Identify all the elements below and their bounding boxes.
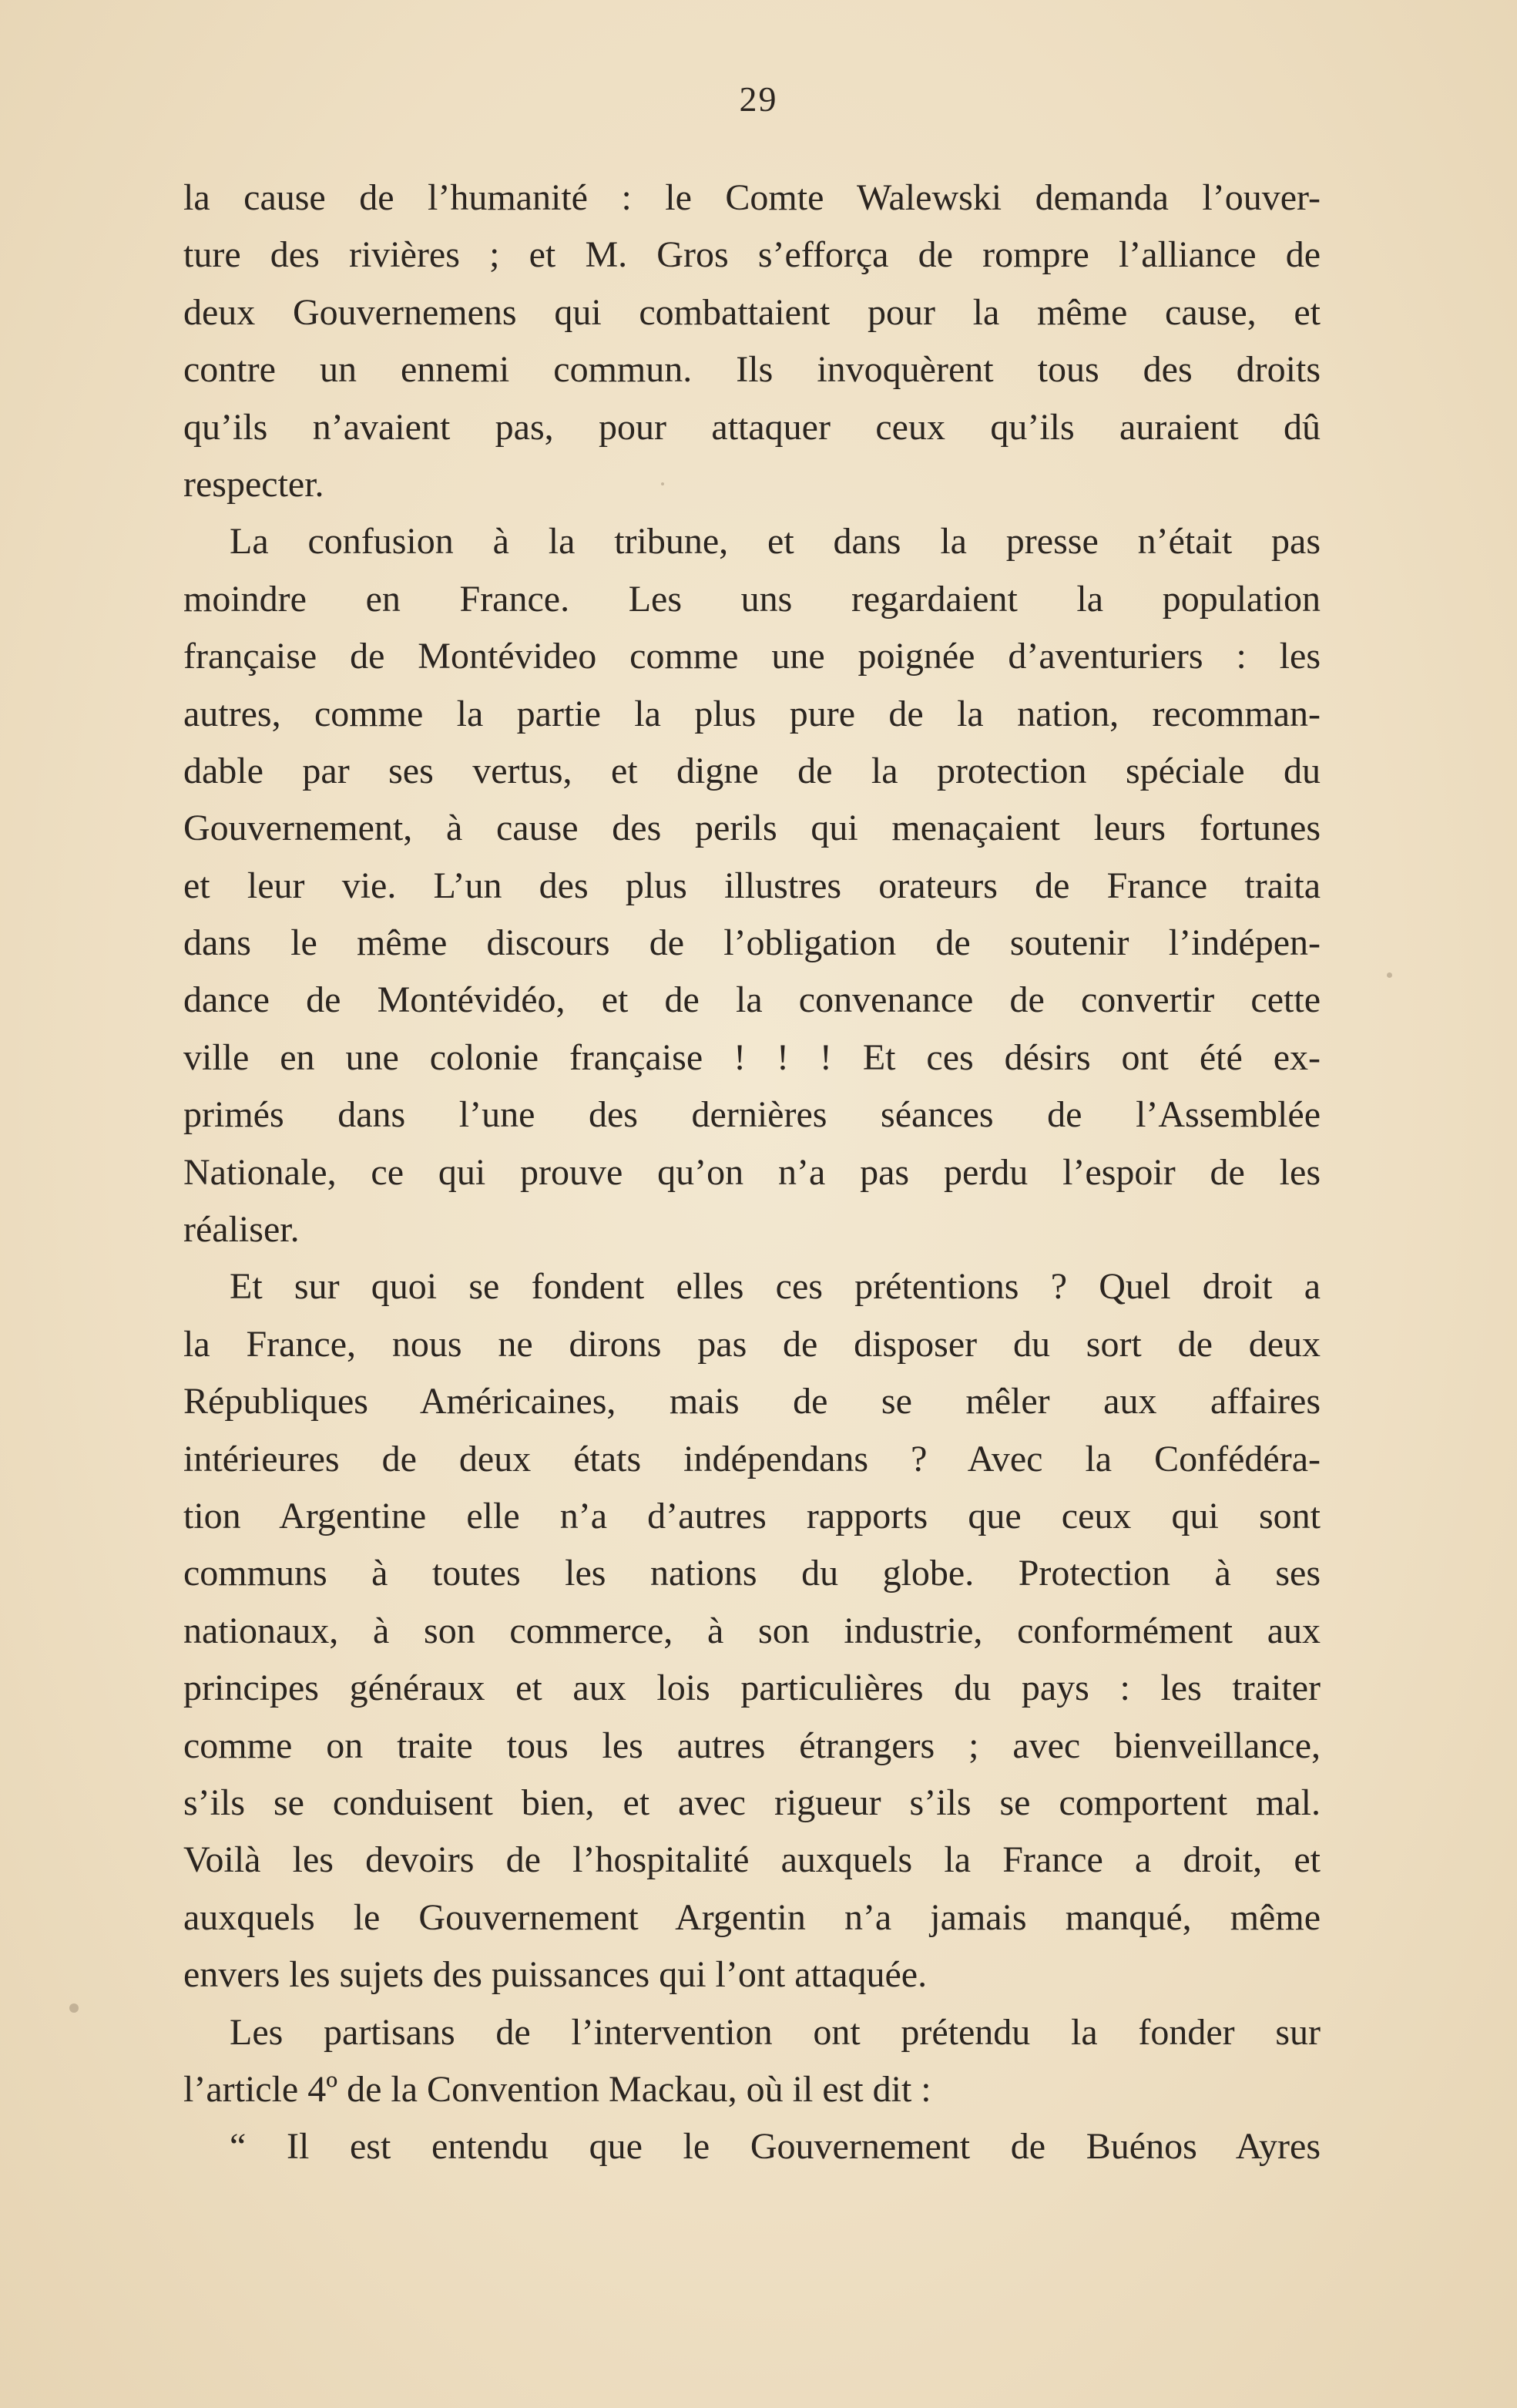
text-line: communs à toutes les nations du globe. Protection à ses	[183, 1553, 1321, 1594]
text-line: nationaux, à son commerce, à son industrie, conformément aux	[183, 1610, 1321, 1651]
text-line: tion Argentine elle n’a d’autres rapports que ceux qui sont	[183, 1495, 1321, 1536]
text-line: la cause de l’humanité : le Comte Walewski demanda l’ouver-	[183, 177, 1321, 218]
text-line: autres, comme la partie la plus pure de la nation, recomman-	[183, 693, 1321, 734]
body-text	[183, 170, 1321, 2176]
text-line: l’article 4º de la Convention Mackau, où il est dit :	[183, 2068, 931, 2110]
text-line: et leur vie. L’un des plus illustres orateurs de France traita	[183, 865, 1321, 906]
text-line: réaliser.	[183, 1209, 300, 1251]
text-line: Nationale, ce qui prouve qu’on n’a pas perdu l’espoir de les	[183, 1151, 1321, 1193]
text-line: ture des rivières ; et M. Gros s’efforça de rompre l’alliance de	[183, 234, 1321, 276]
text-line: dans le même discours de l’obligation de soutenir l’indépen-	[183, 922, 1321, 964]
text-line: principes généraux et aux lois particulières du pays : les traiter	[183, 1667, 1321, 1709]
text-line: dable par ses vertus, et digne de la protection spéciale du	[183, 750, 1321, 791]
text-line: comme on traite tous les autres étrangers ; avec bienveillance,	[183, 1725, 1321, 1766]
text-line: Gouvernement, à cause des perils qui menaçaient leurs fortunes	[183, 808, 1321, 849]
text-line: qu’ils n’avaient pas, pour attaquer ceux qu’ils auraient dû	[183, 406, 1321, 448]
text-line: Les partisans de l’intervention ont prétendu la fonder sur	[230, 2011, 1321, 2053]
text-line: deux Gouvernemens qui combattaient pour la même cause, et	[183, 291, 1321, 333]
text-line: auxquels le Gouvernement Argentin n’a jamais manqué, même	[183, 1896, 1321, 1938]
paper-speck	[1387, 972, 1392, 978]
text-line: Voilà les devoirs de l’hospitalité auxquels la France a droit, et	[183, 1839, 1321, 1881]
text-line: envers les sujets des puissances qui l’ont attaquée.	[183, 1954, 928, 1996]
text-line: intérieures de deux états indépendans ? Avec la Confédéra-	[183, 1438, 1321, 1479]
text-line: “ Il est entendu que le Gouvernement de Buénos Ayres	[230, 2126, 1321, 2168]
text-line: contre un ennemi commun. Ils invoquèrent tous des droits	[183, 349, 1321, 391]
text-line: primés dans l’une des dernières séances de l’Assemblée	[183, 1094, 1321, 1136]
page-number: 29	[739, 79, 778, 119]
text-line: respecter.	[183, 463, 324, 505]
text-line: dance de Montévidéo, et de la convenance de convertir cette	[183, 979, 1321, 1021]
text-line: la France, nous ne dirons pas de disposer du sort de deux	[183, 1323, 1321, 1365]
text-line: s’ils se conduisent bien, et avec rigueur s’ils se comportent mal.	[183, 1782, 1321, 1823]
paper-speck	[69, 2003, 79, 2013]
text-line: moindre en France. Les uns regardaient la population	[183, 578, 1321, 620]
text-line: Et sur quoi se fondent elles ces prétentions ? Quel droit a	[230, 1266, 1321, 1308]
text-line: ville en une colonie française ! ! ! Et ces désirs ont été ex-	[183, 1036, 1321, 1078]
text-line: française de Montévideo comme une poignée d’aventuriers : les	[183, 636, 1321, 677]
text-line: Républiques Américaines, mais de se mêler aux affaires	[183, 1381, 1321, 1422]
paper-speck	[661, 482, 664, 485]
text-line: La confusion à la tribune, et dans la presse n’était pas	[230, 521, 1321, 563]
